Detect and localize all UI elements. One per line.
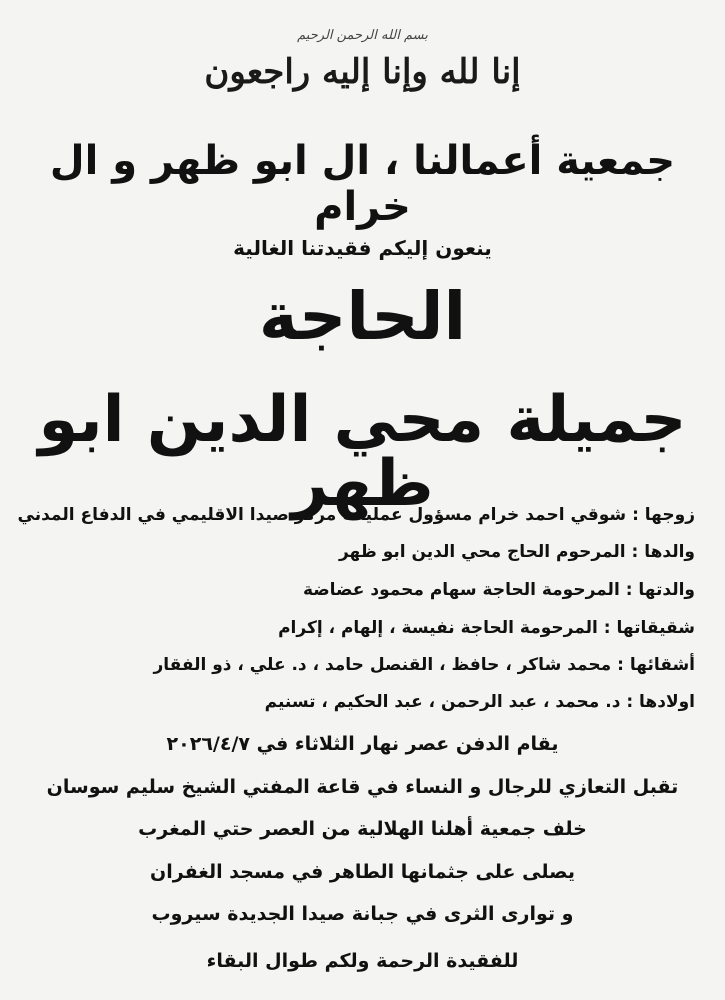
relative-line-father: والدها : المرحوم الحاج محي الدين ابو ظهر	[338, 542, 695, 562]
burial-place-line: و توارى الثرى في جبانة صيدا الجديدة سيروب	[151, 903, 574, 925]
bismillah-calligraphy: بسم الله الرحمن الرحيم	[297, 28, 428, 43]
relative-line-children: اولادها : د. محمد ، عبد الرحمن ، عبد الحكيم ، تسنيم	[264, 692, 695, 712]
relative-line-brothers: أشقائها : محمد شاكر ، حافظ ، القنصل حامد ، د. علي ، ذو الفقار	[153, 655, 695, 675]
quran-verse-calligraphy: إنا لله وإنا إليه راجعون	[204, 52, 521, 92]
relative-line-sisters: شقيقاتها : المرحومة الحاجة نفيسة ، إلهام ، إكرام	[278, 618, 695, 638]
deceased-name: جميلة محي الدين ابو ظهر	[38, 383, 687, 521]
prayer-line: يصلى على جثمانها الطاهر في مسجد الغفران	[150, 861, 575, 883]
relative-line-husband: زوجها : شوقي احمد خرام مسؤول عمليات مركز صيدا الاقليمي في الدفاع المدني	[17, 505, 695, 525]
closing-line: للفقيدة الرحمة ولكم طوال البقاء	[206, 950, 519, 972]
association-heading: جمعية أعمالنا ، ال ابو ظهر و ال خرام	[49, 138, 676, 230]
condolences-location-line: خلف جمعية أهلنا الهلالية من العصر حتي المغرب	[138, 818, 587, 840]
burial-date-line: يقام الدفن عصر نهار الثلاثاء في ٢٠٢٦/٤/٧	[166, 733, 559, 755]
condolences-line: تقبل التعازي للرجال و النساء في قاعة المفتي الشيخ سليم سوسان	[46, 776, 679, 798]
deceased-honorific: الحاجة	[258, 278, 467, 355]
announcement-line: ينعون إليكم فقيدتنا الغالية	[233, 236, 492, 260]
relative-line-mother: والدتها : المرحومة الحاجة سهام محمود عضاضة	[302, 580, 695, 600]
